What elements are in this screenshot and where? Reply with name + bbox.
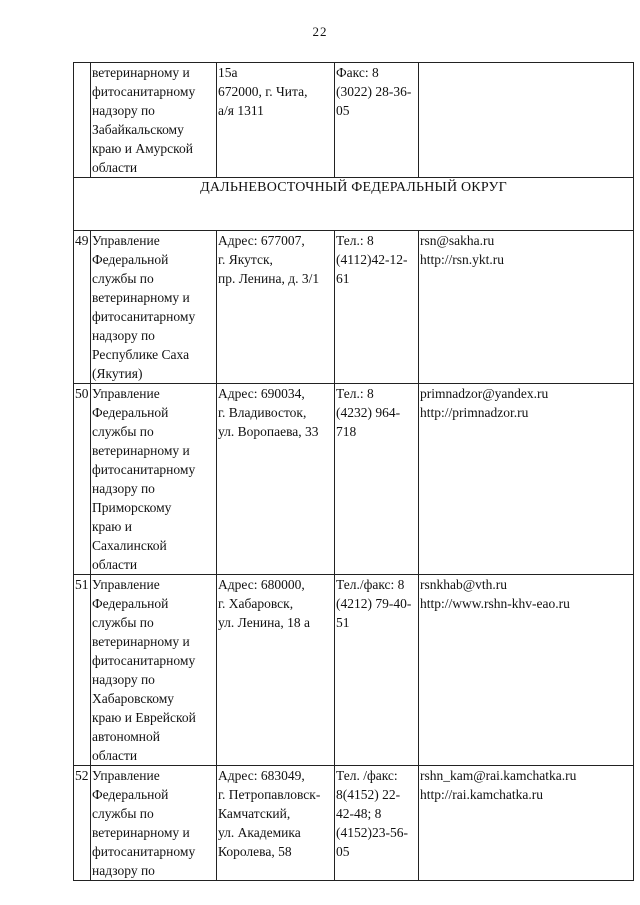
address-line: г. Якутск, [218,252,273,267]
table-section-header [74,178,634,231]
agency-name-line: ветеринарному и [92,634,190,649]
contacts-line: http://rsn.ykt.ru [420,252,504,267]
contacts-cell [419,231,634,384]
table-row [74,766,634,881]
contacts-line: rshn_kam@rai.kamchatka.ru [420,768,577,783]
address-line: Камчатский, [218,806,291,821]
phone-cell [335,384,419,575]
agency-name-line: Федеральной [92,596,169,611]
phone-line: (3022) 28-36- [336,84,412,99]
phone-cell [335,766,419,881]
agency-name-line: надзору по [92,103,155,118]
address-line: ул. Академика [218,825,301,840]
page-number: 22 [312,24,328,39]
agency-name-line: надзору по [92,672,155,687]
agency-name-line: области [92,557,138,572]
row-number: 49 [74,231,91,384]
address-cell [217,231,335,384]
contacts-line: http://www.rshn-khv-eao.ru [420,596,570,611]
phone-line: 51 [336,615,350,630]
agency-name-line: Федеральной [92,787,169,802]
contacts-line: http://primnadzor.ru [420,405,529,420]
agency-name-line: ветеринарному и [92,825,190,840]
address-line: 672000, г. Чита, [218,84,308,99]
phone-line: (4212) 79-40- [336,596,412,611]
agency-name-line: области [92,748,138,763]
table-row [74,384,634,575]
table-section-after [74,231,634,881]
agency-name-line: автономной [92,729,160,744]
address-cell [217,384,335,575]
phone-line: Тел. /факс: [336,768,398,783]
agency-name-line: ветеринарному и [92,443,190,458]
agency-name-cell [91,384,217,575]
agency-name-line: фитосанитарному [92,844,196,859]
phone-line: 42-48; 8 [336,806,382,821]
agency-name-line: ветеринарному и [92,65,190,80]
agency-name-cell [91,63,217,178]
contacts-cell [419,384,634,575]
contacts-cell [419,63,634,178]
agency-name-line: службы по [92,424,154,439]
agency-name-line: Забайкальскому [92,122,184,137]
agency-name-line: Управление [92,577,160,592]
table-row [74,231,634,384]
agency-name-line: надзору по [92,481,155,496]
phone-cell [335,575,419,766]
agency-name-line: области [92,160,138,175]
contacts-line: http://rai.kamchatka.ru [420,787,543,802]
address-cell [217,766,335,881]
address-line: Адрес: 680000, [218,577,305,592]
agency-name-line: Федеральной [92,252,169,267]
contacts-line: primnadzor@yandex.ru [420,386,549,401]
phone-line: 718 [336,424,357,439]
agency-name-line: краю и [92,519,132,534]
phone-line: (4232) 964- [336,405,401,420]
agency-name-cell [91,766,217,881]
address-line: г. Владивосток, [218,405,307,420]
address-line: г. Петропавловск- [218,787,321,802]
address-line: Адрес: 683049, [218,768,305,783]
row-number: 52 [74,766,91,881]
contacts-line: rsnkhab@vth.ru [420,577,508,592]
address-line: Королева, 58 [218,844,292,859]
agency-name-cell [91,231,217,384]
agency-name-line: фитосанитарному [92,653,196,668]
region-header-row [74,178,634,231]
agency-name-line: фитосанитарному [92,84,196,99]
phone-line: 05 [336,103,350,118]
registry-table [73,62,634,881]
agency-name-line: надзору по [92,328,155,343]
address-cell [217,63,335,178]
address-line: а/я 1311 [218,103,264,118]
agency-name-line: фитосанитарному [92,462,196,477]
address-line: ул. Воропаева, 33 [218,424,319,439]
contacts-cell [419,575,634,766]
contacts-line: rsn@sakha.ru [420,233,495,248]
table-row [74,575,634,766]
agency-name-line: краю и Еврейской [92,710,196,725]
phone-line: (4152)23-56- [336,825,408,840]
agency-name-cell [91,575,217,766]
row-number: 51 [74,575,91,766]
agency-name-line: краю и Амурской [92,141,193,156]
phone-line: 05 [336,844,350,859]
agency-name-line: службы по [92,615,154,630]
table-row [74,63,634,178]
agency-name-line: ветеринарному и [92,290,190,305]
phone-line: Тел.: 8 [336,386,374,401]
agency-name-line: Республике Саха [92,347,190,362]
phone-line: (4112)42-12- [336,252,408,267]
agency-name-line: службы по [92,806,154,821]
agency-name-line: Хабаровскому [92,691,175,706]
phone-cell [335,63,419,178]
phone-line: Факс: 8 [336,65,379,80]
address-line: 15а [218,65,238,80]
agency-name-line: службы по [92,271,154,286]
table-section-before [74,63,634,178]
phone-line: 8(4152) 22- [336,787,401,802]
address-line: Адрес: 677007, [218,233,305,248]
address-line: г. Хабаровск, [218,596,294,611]
address-cell [217,575,335,766]
region-header: ДАЛЬНЕВОСТОЧНЫЙ ФЕДЕРАЛЬНЫЙ ОКРУГ [74,178,634,231]
agency-name-line: Федеральной [92,405,169,420]
address-line: ул. Ленина, 18 а [218,615,310,630]
contacts-cell [419,766,634,881]
agency-name-line: Управление [92,233,160,248]
phone-line: Тел./факс: 8 [336,577,405,592]
agency-name-line: Сахалинской [92,538,167,553]
phone-line: 61 [336,271,350,286]
agency-name-line: Приморскому [92,500,172,515]
phone-cell [335,231,419,384]
agency-name-line: надзору по [92,863,155,878]
phone-line: Тел.: 8 [336,233,374,248]
address-line: Адрес: 690034, [218,386,305,401]
row-number [74,63,91,178]
agency-name-line: Управление [92,768,160,783]
agency-name-line: фитосанитарному [92,309,196,324]
agency-name-line: Управление [92,386,160,401]
agency-name-line: (Якутия) [92,366,143,381]
row-number: 50 [74,384,91,575]
address-line: пр. Ленина, д. 3/1 [218,271,320,286]
